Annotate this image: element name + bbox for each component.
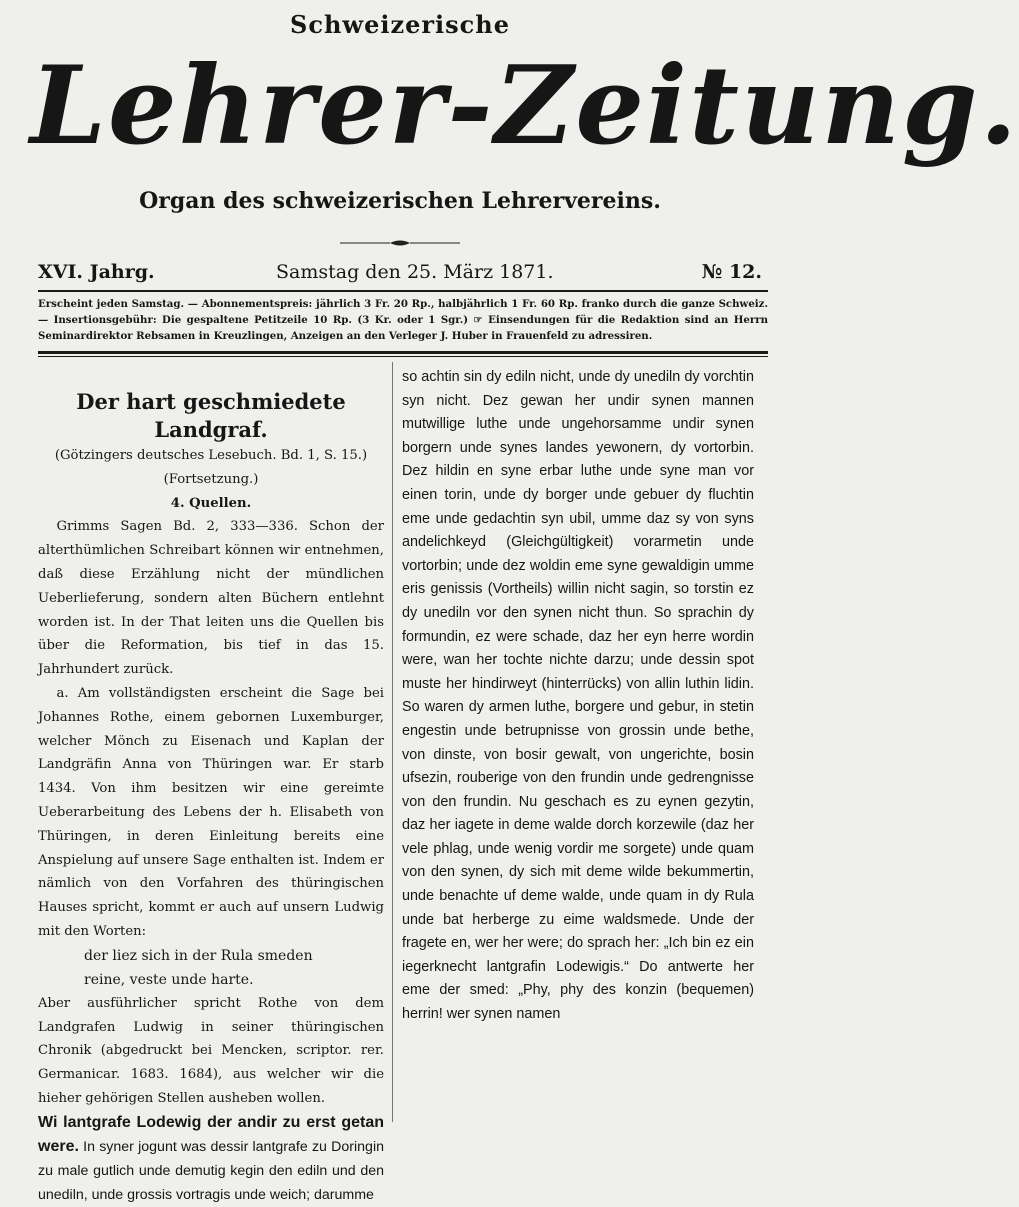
left-column (38, 366, 384, 1207)
paragraph-2: a. Am vollständigsten erscheint die Sage bei Johannes Rothe, einem gebornen Luxemburger, welcher Mönch zu Eisenach und Kaplan der Landgräfin Anna von Thüringen war. Er starb 1434. Von ihm besitzen wir eine gereimte Ueberarbeitung des Lebens der h. Elisabeth von Thüringen, in deren Einleitung bereits eine Anspielung auf unsere Sage enthalten ist. Indem er nämlich von den Vorfahren des thüringischen Hauses spricht, kommt er auch auf unsern Ludwig mit den Worten: (38, 685, 384, 939)
bottom-rule-thick (38, 351, 768, 354)
article-source: (Götzingers deutsches Lesebuch. Bd. 1, S. 15.) (54, 448, 368, 463)
masthead-kicker: Schweizerische (290, 10, 510, 39)
subscription-info (38, 296, 768, 344)
issue-number: № 12. (701, 261, 762, 283)
paragraph-1: Grimms Sagen Bd. 2, 333—336. Schon der alterthümlichen Schreibart können wir entnehmen, daß diese Erzählung nicht der mündlichen Ueberlieferung, sondern alten Büchern entlehnt worden ist. In der That leiten uns die Quellen bis über die Reformation, bis tief in das 15. Jahrhundert zurück. (38, 519, 384, 678)
article-continuation: (Fortsetzung.) (163, 471, 259, 487)
issue-date: Samstag den 25. März 1871. (276, 261, 554, 283)
masthead-organ: Organ des schweizerischen Lehrervereins. (139, 188, 661, 214)
column-separator (392, 362, 393, 1122)
top-rule (38, 290, 768, 292)
right-column (402, 366, 754, 1027)
paragraph-4-lead: Wi lantgrafe Lodewig der andir zu erst getan were. (38, 1113, 384, 1156)
paragraph-4 (38, 1111, 384, 1207)
masthead-title: Lehrer-Zeitung. (30, 43, 1019, 169)
verse-line-2: reine, veste unde harte. (84, 971, 254, 988)
paragraph-4-rest: In syner jogunt was dessir lantgrafe zu Doringin zu male gutlich unde demutig kegin den ediln und den unediln, unde grossis vortragis unde weich; darumme (38, 1139, 384, 1203)
article-title: Der hart geschmiedete Landgraf. (76, 389, 346, 442)
paragraph-5: so achtin sin dy ediln nicht, unde dy unediln dy vorchtin syn nicht. Dez gewan her undir synen mannen mutwillige luthe unde ungehorsamme undir synen borgern unde synes landes yewonern, dy vortorbin. Dez hildin en syne erbar luthe unde syne man vor einen torin, unde dy borger unde gebuer dy fluchtin eme unde gedachtin syn ubil, umme daz sy von syns andelichkeyd (Gleichgültigkeit) vorarmetin unde vortorbin; unde dez woldin eme syne gewaldigin umme eris genissis (Vortheils) willin nicht sagin, so torstin ez dy unediln vor den synen nicht thun. So sprachin dy formundin, ez were schade, daz her eyn herre wordin were, wan her tochte nichte darzu; unde dessin spot muste her hindirweyt (hinterrücks) von allin luthin lidin. So waren dy armen luthe, borgere und gebur, in stetin engestin unde betrupnisse von grossin unde bethe, von dinste, von bosir gewalt, von ungerichte, bosin ufsezin, rouberige von den frundin unde gedrengnisse von den frundin. Nu geschach es zu eynen gezytin, daz her iagete in deme walde dorch korzewile (daz her vele phlag, unde wenig vordir me sorgete) unde quam von den synen, dy sich mit deme wilde bekummertin, unde benachte uf deme walde, unde quam in dy Rula unde bat herberge zu eime waldsmede. Unde der fragete en, wer her were; do sprach her: „Ich bin ez ein iegerknecht lantgrafin Lodewigis.“ Do antwerte her eme der smed: „Phy, phy des konzin (bequemen) herrin! wer synen namen (402, 369, 754, 1023)
section-heading: 4. Quellen. (170, 495, 252, 511)
volume-label: XVI. Jahrg. (38, 261, 155, 283)
dateline (38, 256, 770, 288)
subscription-text: Erscheint jeden Samstag. — Abonnementspreis: jährlich 3 Fr. 20 Rp., halbjährlich 1 Fr. 60 Rp. franko durch die ganze Schweiz. — Insertionsgebühr: Die gespaltene Petitzeile 10 Rp. (3 Kr. oder 1 Sgr.) ☞ Einsendungen für die Redaktion sind an Herrn Seminardirektor Rebsamen in Kreuzlingen, Anzeigen an den Verleger J. Huber in Frauenfeld zu adressiren. (38, 298, 768, 342)
flourish-ornament (340, 238, 460, 248)
bottom-rule-thin (38, 356, 768, 357)
verse-line-1: der liez sich in der Rula smeden (84, 947, 313, 964)
paragraph-3: Aber ausführlicher spricht Rothe von dem Landgrafen Ludwig in seiner thüringischen Chronik (abgedruckt bei Mencken, scriptor. rer. Germanicar. 1683. 1684), aus welcher wir die hieher gehörigen Stellen ausheben wollen. (38, 995, 384, 1106)
